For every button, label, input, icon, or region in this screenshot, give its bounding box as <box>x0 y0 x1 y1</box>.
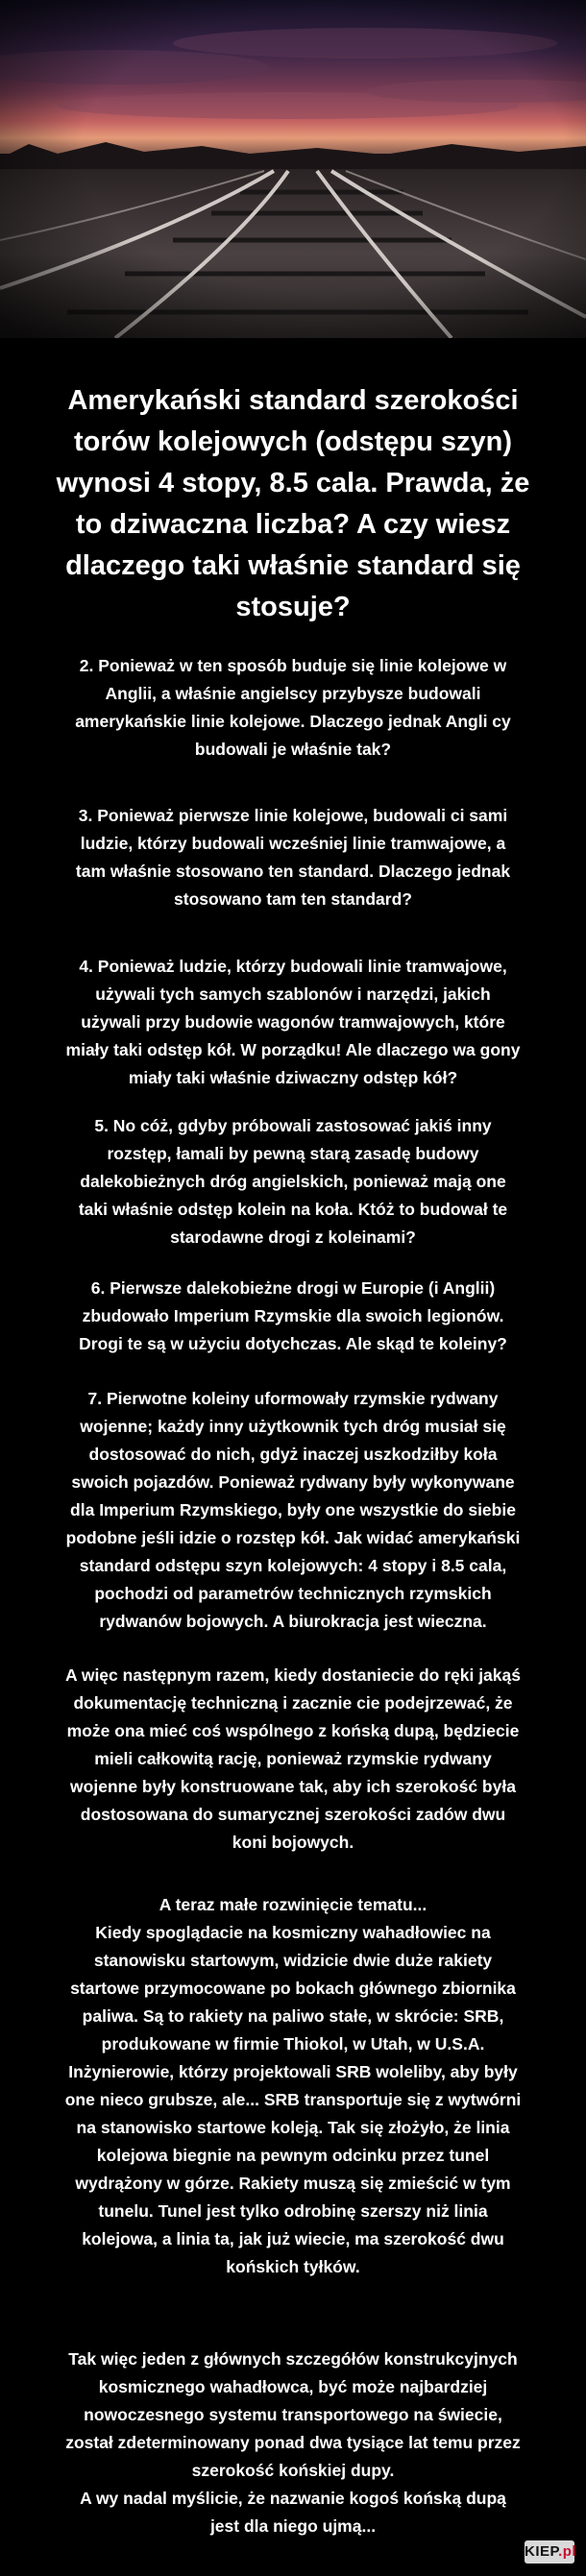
paragraph-line: dalekobieżnych dróg angielskich, ponieważ mają one <box>80 1172 506 1191</box>
paragraph-line: końskich tyłków. <box>226 2257 360 2276</box>
paragraph-line: A więc następnym razem, kiedy dostaniecie do ręki jakąś <box>64 1665 521 1685</box>
headline-line: dlaczego taki właśnie standard się <box>65 550 521 581</box>
paragraph-line: stosowano tam ten standard? <box>174 889 412 909</box>
paragraph-conclusion <box>17 1662 569 1857</box>
paragraph-line: podobne jeśli idzie o rozstęp kół. Jak widać amerykański <box>65 1528 521 1547</box>
paragraph-line: kosmicznego wahadłowca, być może najbardziej <box>98 2377 488 2396</box>
paragraph-line: został zdeterminowany ponad dwa tysiące lat temu przez <box>65 2433 521 2452</box>
railway-sunset-illustration <box>0 0 586 338</box>
railway-tracks-photo <box>0 0 586 338</box>
paragraph-line: szerokość końskiej dupy. <box>191 2461 395 2480</box>
paragraph-line: wojenne; każdy inny użytkownik tych dróg musiał się <box>80 1417 506 1436</box>
paragraph-line: Inżynierowie, którzy projektowali SRB woleliby, aby były <box>68 2062 518 2081</box>
paragraph-line: zbudowało Imperium Rzymskie dla swoich legionów. <box>82 1306 504 1325</box>
paragraph-line: wydrążony w górze. Rakiety muszą się zmieścić w tym <box>75 2174 511 2193</box>
paragraph-line: Anglii, a właśnie angielscy przybysze budowali <box>105 684 481 703</box>
paragraph-line: dostosować do nich, gdyż inaczej uszkodziłby koła <box>88 1445 498 1464</box>
headline-line: stosuje? <box>235 592 351 622</box>
paragraph-line: taki właśnie odstęp kolein na koła. Któż to budował te <box>78 1200 508 1219</box>
paragraph-line: nowoczesnego systemu transportowego na świecie, <box>84 2405 502 2424</box>
paragraph-line: 3. Ponieważ pierwsze linie kolejowe, budowali ci sami <box>78 806 508 825</box>
paragraph-line: 2. Ponieważ w ten sposób buduje się linie kolejowe w <box>79 656 507 675</box>
paragraph-line: 7. Pierwotne koleiny uformowały rzymskie rydwany <box>87 1389 499 1408</box>
paragraph-line: stanowisku startowym, widzicie dwie duże rakiety <box>93 1951 493 1970</box>
paragraph-line: może ona mieć coś wspólnego z końską dupą, będziecie <box>66 1721 520 1740</box>
paragraph-line: pochodzi od parametrów technicznych rzymskich <box>94 1584 492 1603</box>
paragraph-4 <box>17 953 569 1092</box>
paragraph-line: Tak więc jeden z głównych szczegółów konstrukcyjnych <box>68 2349 518 2369</box>
paragraph-line: dla Imperium Rzymskiego, były one wszystkie do siebie <box>70 1500 516 1519</box>
headline-line: Amerykański standard szerokości <box>67 385 519 416</box>
article-text <box>0 338 586 2576</box>
paragraph-line: używali przy budowie wagonów tramwajowych, które <box>81 1012 505 1032</box>
paragraph-line: miały taki odstęp kół. W porządku! Ale dlaczego wa gony <box>65 1040 521 1059</box>
paragraph-line: tunelu. Tunel jest tylko odrobinę szerszy niż linia <box>98 2201 488 2221</box>
paragraph-line: 6. Pierwsze dalekobieżne drogi w Europie (i Anglii) <box>90 1278 496 1298</box>
paragraph-line: 5. No cóż, gdyby próbowali zastosować jakiś inny <box>94 1116 492 1135</box>
paragraph-5 <box>17 1112 569 1252</box>
paragraph-6 <box>17 1275 569 1358</box>
watermark-suffix: .pl <box>558 2543 577 2560</box>
paragraph-7 <box>17 1385 569 1636</box>
paragraph-line: rydwanów bojowych. A biurokracja jest wieczna. <box>99 1612 487 1631</box>
paragraph-line: koni bojowych. <box>232 1833 354 1852</box>
paragraph-line: jest dla niego ujmą... <box>209 2516 377 2536</box>
paragraph-line: wojenne były konstruowane tak, aby ich szerokość była <box>70 1777 516 1796</box>
paragraph-line: startowe przymocowane po bokach głównego zbiornika <box>70 1979 516 1998</box>
paragraph-line: rozstęp, łamali by pewną starą zasadę budowy <box>107 1144 479 1163</box>
paragraph-line: paliwa. Są to rakiety na paliwo stałe, w skrócie: SRB, <box>82 2006 504 2026</box>
paragraph-line: ludzie, którzy budowali wcześniej linie tramwajowe, a <box>80 834 506 853</box>
headline-line: to dziwaczna liczba? A czy wiesz <box>75 509 511 540</box>
paragraph-line: kolejowa, a linia ta, jak już wiecie, ma szerokość dwu <box>82 2229 504 2248</box>
paragraph-line: tam właśnie stosowano ten standard. Dlaczego jednak <box>75 862 511 881</box>
paragraph-line: produkowane w firmie Thiokol, w Utah, w U.S.A. <box>101 2034 485 2054</box>
paragraph-line: standard odstępu szyn kolejowych: 4 stopy i 8.5 cala, <box>79 1556 507 1575</box>
paragraph-final <box>17 2345 569 2540</box>
kiep-watermark-logo <box>525 2540 577 2564</box>
watermark-brand: KIEP <box>525 2543 559 2560</box>
headline <box>29 380 557 628</box>
paragraph-line: A wy nadal myślicie, że nazwanie kogoś końską dupą <box>80 2489 506 2508</box>
paragraph-3 <box>17 802 569 913</box>
paragraph-line: mieli całkowitą rację, ponieważ rzymskie rydwany <box>94 1749 492 1768</box>
paragraph-line: one nieco grubsze, ale... SRB transportuje się z wytwórni <box>64 2090 522 2109</box>
paragraph-2 <box>17 652 569 764</box>
paragraph-line: dokumentację techniczną i zacznie cie podejrzewać, że <box>73 1693 513 1713</box>
paragraph-line: Drogi te są w użyciu dotychczas. Ale skąd te koleiny? <box>79 1334 507 1353</box>
paragraph-line: 4. Ponieważ ludzie, którzy budowali linie tramwajowe, <box>79 957 507 976</box>
paragraph-line: budowali je właśnie tak? <box>194 740 392 759</box>
headline-line: torów kolejowych (odstępu szyn) <box>74 426 512 457</box>
paragraph-line: kolejowa biegnie na pewnym odcinku przez tunel <box>96 2146 490 2165</box>
paragraph-line: A teraz małe rozwinięcie tematu... <box>159 1895 427 1914</box>
paragraph-line: dostosowana do sumarycznej szerokości zadów dwu <box>80 1805 506 1824</box>
headline-line: wynosi 4 stopy, 8.5 cala. Prawda, że <box>56 468 530 498</box>
paragraph-line: używali tych samych szablonów i narzędzi, jakich <box>95 984 491 1004</box>
paragraph-line: swoich pojazdów. Ponieważ rydwany były wykonywane <box>71 1472 515 1492</box>
paragraph-line: miały taki właśnie dziwaczny odstęp kół? <box>128 1068 458 1087</box>
paragraph-shuttle <box>17 1891 569 2281</box>
paragraph-line: na stanowisko startowe koleją. Tak się złożyło, że linia <box>76 2118 510 2137</box>
paragraph-line: Kiedy spoglądacie na kosmiczny wahadłowiec na <box>95 1923 491 1942</box>
paragraph-line: starodawne drogi z koleinami? <box>170 1227 416 1247</box>
paragraph-line: amerykańskie linie kolejowe. Dlaczego jednak Angli cy <box>75 712 511 731</box>
